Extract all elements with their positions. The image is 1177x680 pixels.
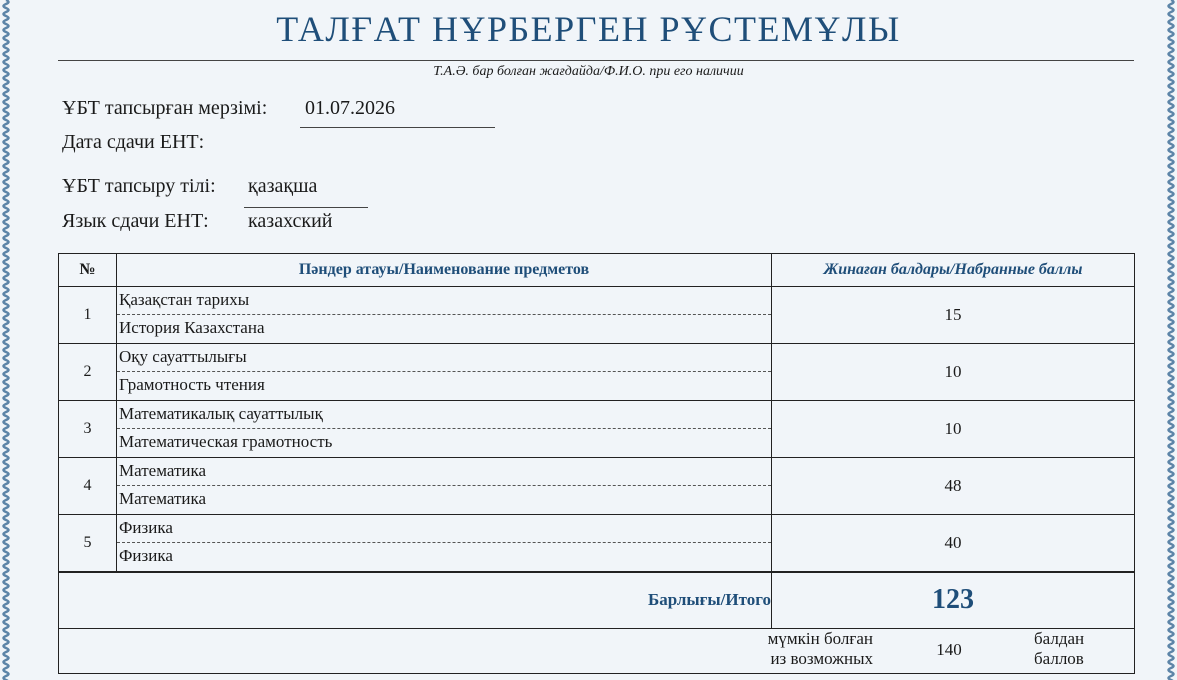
subject-name-kz: Физика (117, 515, 771, 543)
subject-name-ru: История Казахстана (119, 318, 265, 337)
total-row (59, 572, 1135, 628)
subject-score: 48 (772, 458, 1135, 515)
header-subject: Пәндер атауы/Наименование предметов (117, 254, 772, 287)
exam-language-underline (244, 207, 368, 208)
possible-label-kz: мүмкін болған (767, 629, 873, 648)
possible-label (755, 629, 873, 669)
scores-table (58, 253, 1135, 674)
possible-row (59, 628, 1135, 673)
row-number: 3 (59, 401, 117, 458)
subject-cell (117, 344, 772, 401)
row-number: 2 (59, 344, 117, 401)
subject-score: 15 (772, 287, 1135, 344)
exam-date-underline (300, 127, 495, 128)
possible-unit-kz: балдан (1034, 629, 1085, 648)
subject-name-kz: Оқу сауаттылығы (117, 344, 771, 372)
table-row (59, 401, 1135, 458)
name-underline (58, 60, 1134, 61)
possible-label-ru: из возможных (770, 649, 873, 668)
exam-date-label-kz: ҰБТ тапсырған мерзімі: (62, 97, 268, 119)
ornamental-border-left (0, 0, 14, 680)
row-number: 4 (59, 458, 117, 515)
subject-cell (117, 515, 772, 573)
possible-max-score: 140 (936, 640, 962, 659)
table-row (59, 458, 1135, 515)
subject-name-ru: Математическая грамотность (119, 432, 333, 451)
header-score: Жинаған балдары/Набранные баллы (772, 254, 1135, 287)
exam-language-label-ru: Язык сдачи ЕНТ: (62, 210, 209, 232)
row-number: 5 (59, 515, 117, 573)
exam-date-value: 01.07.2026 (305, 97, 395, 119)
subject-name-kz: Математикалық сауаттылық (117, 401, 771, 429)
subject-name-kz: Математика (117, 458, 771, 486)
possible-unit (1034, 629, 1124, 669)
subject-name-ru: Математика (119, 489, 207, 508)
header-number: № (59, 254, 117, 287)
subject-score: 10 (772, 401, 1135, 458)
exam-date-label-ru: Дата сдачи ЕНТ: (62, 131, 205, 153)
possible-cell (59, 628, 1135, 673)
total-label: Барлығы/Итого (59, 572, 772, 628)
subject-score: 40 (772, 515, 1135, 573)
possible-unit-ru: баллов (1034, 649, 1084, 668)
subject-name-ru: Физика (119, 546, 173, 565)
subject-cell (117, 401, 772, 458)
exam-language-label-kz: ҰБТ тапсыру тілі: (62, 175, 216, 197)
name-caption: Т.А.Ә. бар болған жағдайда/Ф.И.О. при его наличии (433, 64, 744, 79)
total-score: 123 (772, 572, 1135, 628)
exam-language-value-kz: қазақша (248, 175, 318, 197)
subject-cell (117, 458, 772, 515)
subject-name-ru: Грамотность чтения (119, 375, 265, 394)
table-row (59, 515, 1135, 573)
exam-language-value-ru: казахский (248, 210, 333, 232)
full-name-title: ТАЛҒАТ НҰРБЕРГЕН РҰСТЕМҰЛЫ (276, 9, 901, 49)
subject-cell (117, 287, 772, 344)
table-row (59, 287, 1135, 344)
table-header-row (59, 254, 1135, 287)
row-number: 1 (59, 287, 117, 344)
subject-score: 10 (772, 344, 1135, 401)
subject-name-kz: Қазақстан тарихы (117, 287, 771, 315)
ornamental-border-right (1163, 0, 1177, 680)
table-row (59, 344, 1135, 401)
